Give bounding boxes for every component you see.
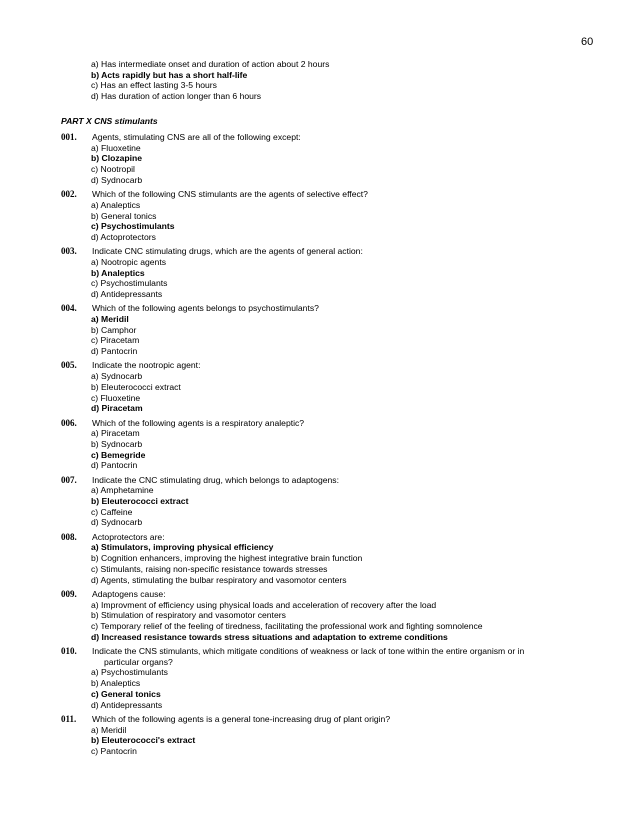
question-item: [61, 714, 593, 757]
answer-option: d) Agents, stimulating the bulbar respiratory and vasomotor centers: [91, 574, 347, 585]
question-text: Indicate CNC stimulating drugs, which are the agents of general action:: [92, 246, 363, 257]
question-number: 002.: [61, 189, 77, 200]
answer-option: d) Pantocrin: [91, 460, 138, 471]
answer-option: a) Analeptics: [91, 199, 141, 210]
question-item: [61, 589, 593, 643]
answer-option-correct: b) Clozapine: [91, 153, 143, 164]
question-stem: [61, 475, 593, 486]
answer-option: a) Sydnocarb: [91, 371, 143, 382]
answer-option-correct: b) Acts rapidly but has a short half-life: [91, 69, 248, 80]
answer-option: d) Actoprotectors: [91, 231, 156, 242]
page-number: 60: [581, 36, 594, 48]
question-text: Actoprotectors are:: [92, 531, 165, 542]
answer-options: [61, 667, 593, 710]
question-item: [61, 246, 593, 300]
answer-option: d) Has duration of action longer than 6 hours: [91, 91, 262, 102]
answer-option: a) Meridil: [91, 724, 127, 735]
question-stem: [61, 189, 593, 200]
question-text: Which of the following agents is a general tone-increasing drug of plant origin?: [92, 713, 391, 724]
answer-option: b) Camphor: [91, 324, 137, 335]
answer-option-correct: d) Increased resistance towards stress situations and adaptation to extreme conditions: [91, 631, 448, 642]
answer-options: [61, 600, 593, 643]
answer-option: d) Antidepressants: [91, 289, 163, 300]
answer-option: b) Stimulation of respiratory and vasomotor centers: [91, 610, 286, 621]
question-stem: [61, 532, 593, 543]
question-number: 005.: [61, 360, 77, 371]
answer-options: [61, 428, 593, 471]
question-text-continued: particular organs?: [104, 656, 173, 667]
answer-option: a) Improvment of efficiency using physical loads and acceleration of recovery after the load: [91, 599, 437, 610]
answer-option-correct: c) Bemegride: [91, 449, 146, 460]
answer-option-correct: c) General tonics: [91, 688, 161, 699]
answer-option: d) Antidepressants: [91, 699, 163, 710]
question-text: Which of the following CNS stimulants are the agents of selective effect?: [92, 189, 368, 200]
answer-option: c) Psychostimulants: [91, 278, 168, 289]
answer-option: d) Sydnocarb: [91, 517, 143, 528]
question-item: [61, 303, 593, 357]
answer-option: c) Temporary relief of the feeling of tiredness, facilitating the professional work and fighting somnolence: [91, 620, 483, 631]
question-item: [61, 532, 593, 586]
answer-option: a) Nootropic agents: [91, 256, 166, 267]
question-number: 009.: [61, 588, 77, 599]
previous-question-options: [91, 59, 329, 102]
answer-option: b) Analeptics: [91, 678, 141, 689]
answer-option: d) Sydnocarb: [91, 174, 143, 185]
answer-option-correct: d) Piracetam: [91, 403, 143, 414]
question-text: Indicate the CNC stimulating drug, which belongs to adaptogens:: [92, 474, 339, 485]
answer-option-correct: b) Eleuterococci's extract: [91, 735, 196, 746]
answer-option: a) Psychostimulants: [91, 667, 168, 678]
section-title: PART X CNS stimulants: [61, 116, 158, 126]
answer-options: [61, 314, 593, 357]
question-stem: [61, 589, 593, 600]
answer-option: b) Sydnocarb: [91, 438, 143, 449]
answer-option: b) General tonics: [91, 210, 157, 221]
answer-options: [61, 371, 593, 414]
answer-option: a) Piracetam: [91, 428, 140, 439]
answer-option-correct: b) Eleuterococci extract: [91, 496, 189, 507]
answer-options: [61, 200, 593, 243]
question-stem: [61, 646, 593, 667]
question-text: Adaptogens cause:: [92, 588, 166, 599]
answer-options: [61, 725, 593, 757]
question-item: [61, 646, 593, 710]
question-item: [61, 418, 593, 472]
question-stem: [61, 714, 593, 725]
question-number: 011.: [61, 713, 77, 724]
answer-option-correct: c) Psychostimulants: [91, 221, 175, 232]
question-text: Indicate the CNS stimulants, which mitigate conditions of weakness or lack of tone within the entire organism or in: [92, 645, 525, 656]
question-stem: [61, 303, 593, 314]
answer-option: c) Fluoxetine: [91, 392, 141, 403]
question-number: 001.: [61, 132, 77, 142]
question-text: Indicate the nootropic agent:: [92, 360, 201, 371]
question-item: [61, 475, 593, 529]
question-number: 003.: [61, 246, 77, 257]
question-stem: [61, 360, 593, 371]
question-stem: [61, 418, 593, 429]
answer-option: b) Cognition enhancers, improving the highest integrative brain function: [91, 553, 363, 564]
answer-option: c) Pantocrin: [91, 745, 137, 756]
question-number: 008.: [61, 531, 77, 542]
question-item: [61, 360, 593, 414]
answer-options: [61, 143, 593, 186]
answer-option: c) Caffeine: [91, 506, 133, 517]
question-text: Which of the following agents is a respiratory analeptic?: [92, 417, 305, 428]
answer-options: [61, 485, 593, 528]
answer-option: c) Nootropil: [91, 164, 135, 175]
answer-option: c) Stimulants, raising non-specific resistance towards stresses: [91, 563, 328, 574]
answer-option: b) Eleuterococci extract: [91, 381, 181, 392]
answer-option: a) Has intermediate onset and duration of action about 2 hours: [91, 59, 330, 69]
question-item: [61, 132, 593, 186]
answer-options: [61, 257, 593, 300]
answer-option-correct: a) Meridil: [91, 314, 129, 325]
answer-option: a) Amphetamine: [91, 485, 154, 496]
question-number: 010.: [61, 645, 77, 656]
answer-option: c) Has an effect lasting 3-5 hours: [91, 80, 217, 91]
question-text: Which of the following agents belongs to psychostimulants?: [92, 303, 319, 314]
answer-option: c) Piracetam: [91, 335, 140, 346]
question-stem: [61, 132, 593, 143]
question-text: Agents, stimulating CNS are all of the following except:: [92, 132, 301, 142]
question-item: [61, 189, 593, 243]
question-number: 007.: [61, 474, 77, 485]
answer-option: d) Pantocrin: [91, 346, 138, 357]
question-stem: [61, 246, 593, 257]
answer-options: [61, 542, 593, 585]
question-list: [61, 132, 593, 760]
question-number: 004.: [61, 303, 77, 314]
answer-option: a) Fluoxetine: [91, 142, 141, 153]
question-number: 006.: [61, 417, 77, 428]
answer-option-correct: a) Stimulators, improving physical efficiency: [91, 542, 274, 553]
answer-option-correct: b) Analeptics: [91, 267, 145, 278]
